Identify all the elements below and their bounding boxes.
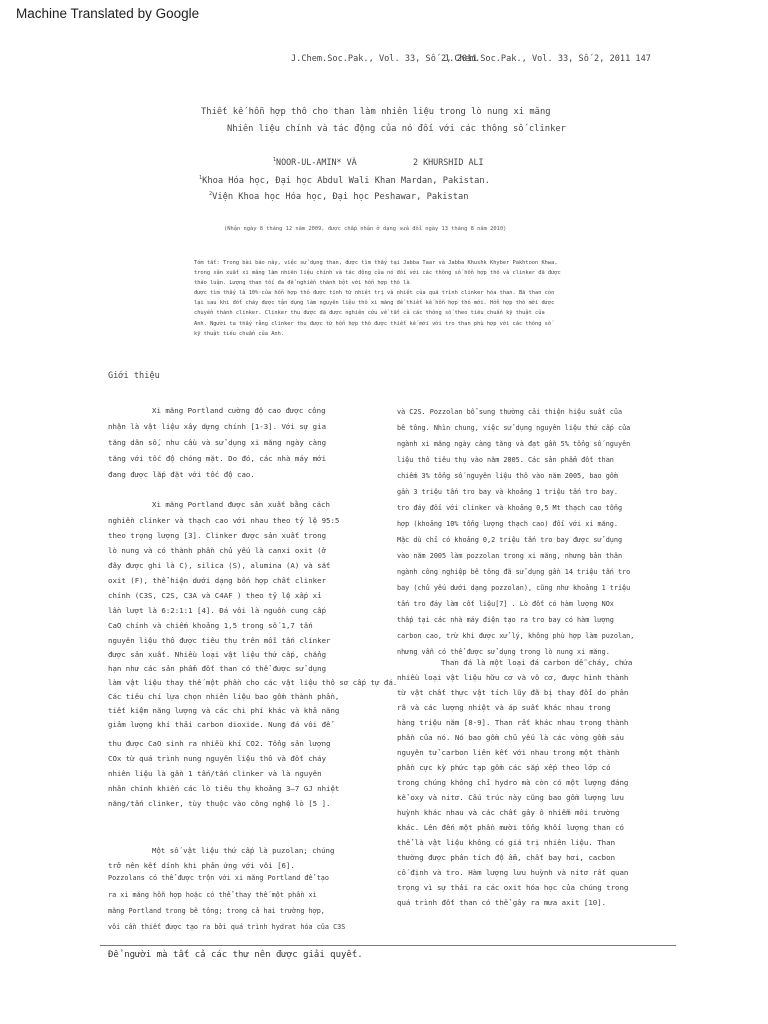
text-line: và C2S. Pozzolan bổ sung thường cải thiện hiệu suất của — [397, 408, 623, 416]
text-line: Mặc dù chỉ có khoảng 0,2 triệu tấn tro bay được sử dụng — [397, 536, 623, 544]
text-line: lò nung và có thành phần chủ yếu là canxi oxit (ở — [108, 546, 327, 555]
text-line: oxit (F), thể hiện dưới dạng bốn hợp chất clinker — [108, 576, 327, 585]
affiliation-1-mark: 1 — [199, 175, 203, 181]
affiliation-2-text: Viện Khoa học Hóa học, Đại học Peshawar, Pakistan — [212, 191, 469, 202]
text-line: măng Portland trong bê tông; trong cả hai trường hợp, — [108, 907, 325, 915]
abstract-line: được tìm thấy là 10%·của hỗn hợp thô được tính từ nhiệt trị và nhiệt của quá trình clinker hóa than. Bã than còn — [194, 290, 555, 297]
text-line: Xi măng Portland cường độ cao được công — [152, 406, 326, 415]
text-line: kể oxy và nitơ. Cấu trúc này cũng bao gồm lượng lưu — [397, 793, 624, 802]
text-line: tiết kiệm năng lượng và các chi phí khác và khả năng — [108, 706, 340, 715]
text-line: được sản xuất. Nhiều loại vật liệu thứ cấp, chẳng — [108, 650, 327, 659]
text-line: nhưng vẫn có thể được sử dụng trong lò nung xi măng. — [397, 648, 610, 656]
running-header-overlay: J.Chem.Soc.Pak., Vol. 33, Số 2, 2011 — [291, 54, 478, 64]
text-line: ngành xi măng ngày càng tăng và đạt gần 5% tổng số nguyên — [397, 440, 631, 448]
text-line: khác. Lên đến một phần mười tổng khối lượng than có — [397, 823, 624, 832]
text-line: Các tiêu chí lựa chọn nhiên liệu bao gồm thành phần, — [108, 692, 340, 701]
text-line: bay (chủ yếu dưới dạng pozzolan), cũng như khoảng 1 triệu — [397, 584, 631, 592]
abstract-line: kỹ thuật tiêu chuẩn của Anh. — [194, 330, 285, 337]
text-line: lần lượt là 6:2:1:1 [4]. Đá vôi là nguồn cung cấp — [108, 606, 327, 615]
text-line: Xi măng Portland được sản xuất bằng cách — [152, 500, 330, 509]
author-1-mark: 1 — [273, 157, 277, 164]
text-line: nguyên tử carbon liên kết với nhau trong một thành — [397, 748, 620, 757]
text-line: CaO chính và chiếm khoảng 1,5 trong số 1,7 tấn — [108, 621, 313, 630]
text-line: làm vật liệu thay thế một phần cho các vật liệu thô sơ cấp tự đá. — [108, 678, 398, 687]
author-1 — [273, 157, 357, 167]
author-2: 2 KHURSHID ALI — [413, 157, 484, 167]
affiliation-1 — [199, 175, 490, 186]
text-line: vào năm 2005 làm pozzolan trong xi măng, nhưng bản thân — [397, 552, 623, 560]
text-line: nghiền clinker và thạch cao với nhau theo tỷ lệ 95:5 — [108, 516, 340, 525]
text-line: cố định và tro. Hàm lượng lưu huỳnh và nitơ rất quan — [397, 868, 629, 877]
text-line: phần của nó. Nó bao gồm chủ yếu là các vòng gồm sáu — [397, 733, 624, 742]
text-line: gần 3 triệu tấn tro bay và khoảng 1 triệu tấn tro bay. — [397, 488, 618, 496]
text-line: nhiều loại vật liệu hữu cơ và vô cơ, được hình thành — [397, 673, 629, 682]
abstract-line: trong sản xuất xi măng làm nhiên liệu chính và tác động của nó đối với các thông số hỗn hợp thô và clinker đã được — [194, 270, 561, 277]
text-line: hạn như các sản phẩm đốt than có thể được sử dụng — [108, 664, 327, 673]
text-line: hàng triệu năm [8-9]. Than rất khác nhau trong thành — [397, 718, 629, 727]
text-line: tấn tro đáy làm cốt liệu[7] . Lò đốt có hàm lượng NOx — [397, 600, 614, 608]
text-line: đang được lắp đặt với tốc độ cao. — [108, 470, 255, 479]
affiliation-2 — [209, 191, 468, 202]
paper-title-line-1: Thiết kế hỗn hợp thô cho than làm nhiên liệu trong lò nung xi măng — [201, 107, 551, 117]
text-line: theo trọng lượng [3]. Clinker được sản xuất trong — [108, 531, 327, 540]
text-line: quá trình đốt than có thể gây ra mưa axit [10]. — [397, 898, 607, 907]
abstract-line: chuyển thành clinker. Clinker thu được đã được nghiên cứu về tất cả các thông số theo tiêu chuẩn kỹ thuật của — [194, 310, 545, 317]
text-line: vôi cần thiết được tạo ra bởi quá trình hydrat hóa của C3S — [108, 923, 346, 931]
text-line: trọng vì sự thải ra các oxit hóa học của chúng trong — [397, 883, 629, 892]
text-line: huỳnh khác nhau và các chất gây ô nhiễm môi trường — [397, 808, 620, 817]
text-line: trong chúng không chỉ hydro mà còn có một lượng đáng — [397, 778, 629, 787]
text-line: tro đáy đối với clinker và khoảng 0,5 Mt thạch cao tổng — [397, 504, 623, 512]
footnote-divider — [100, 945, 676, 946]
text-line: COx từ quá trình nung nguyên liệu thô và đốt cháy — [108, 754, 327, 763]
running-header: J.Chem.Soc.Pak., Vol. 33, Số 2, 2011 147 — [444, 54, 651, 64]
abstract-line: thảo luận. Lượng than tối đa để nghiền thành bột với hỗn hợp thô là — [194, 280, 410, 287]
text-line: rã và các lượng nhiệt và áp suất khác nhau trong — [397, 703, 611, 712]
abstract-line: lại sau khi đốt cháy được tận dụng làm nguyên liệu thô xi măng để thiết kế hỗn hợp thô mới. Hỗn hợp thô mới được — [194, 300, 555, 307]
abstract-line: Anh. Người ta thấy rằng clinker thu được từ hỗn hợp thô được thiết kế mới với tro than phù hợp với các thông số — [194, 320, 552, 327]
text-line: hợp (khoảng 10% tổng lượng thạch cao) đối với xi măng. — [397, 520, 618, 528]
text-line: ngành công nghiệp bê tông đã sử dụng gần 14 triệu tấn tro — [397, 568, 631, 576]
text-line: thể là vật liệu không có giá trị nhiên liệu. Than — [397, 838, 616, 847]
text-line: từ vật chất thực vật tích lũy đã bị thay đổi do phân — [397, 688, 629, 697]
text-line: chính (C3S, C2S, C3A và C4AF ) theo tỷ lệ xấp xỉ — [108, 591, 322, 600]
affiliation-1-text: Khoa Hóa học, Đại học Abdul Wali Khan Mardan, Pakistan. — [202, 175, 490, 186]
footnote: Để người mà tất cả các thư nên được giải quyết. — [108, 950, 363, 960]
text-line: giảm lượng khí thải carbon dioxide. Nung đá vôi để — [108, 720, 331, 729]
text-line: liệu thô tiêu thụ vào năm 2005. Các sản phẩm đốt than — [397, 456, 614, 464]
text-line: tăng dân số, nhu cầu và sử dụng xi măng ngày càng — [108, 438, 327, 447]
text-line: nhận là vật liệu xây dựng chính [1-3]. Với sự gia — [108, 422, 327, 431]
text-line: phần cực kỳ phức tạp gồm các sắp xếp theo lớp có — [397, 763, 611, 772]
text-line: thu được CaO sinh ra nhiều khí CO2. Tổng sản lượng — [108, 739, 331, 748]
author-1-name: NOOR-UL-AMIN* VÀ — [276, 157, 357, 167]
text-line: trở nên kết dính khi phản ứng với vôi [6]. — [108, 861, 295, 870]
text-line: bê tông. Nhìn chung, việc sử dụng nguyên liệu thứ cấp của — [397, 424, 631, 432]
text-line: thấp tại các nhà máy điện tạo ra tro bay có hàm lượng — [397, 616, 614, 624]
text-line: chiếm 3% tổng số nguyên liệu thô vào năm 2005, bao gồm — [397, 472, 618, 480]
text-line: tăng với tốc độ chóng mặt. Do đó, các nhà máy mới — [108, 454, 327, 463]
received-dates: (Nhận ngày 8 tháng 12 năm 2009, được chấp nhận ở dạng sửa đổi ngày 13 tháng 8 năm 2010) — [224, 226, 507, 232]
abstract — [194, 258, 614, 339]
text-line: đây được ghi là C), silica (S), alumina (A) và sắt — [108, 561, 331, 570]
abstract-line: Tóm tắt: Trong bài báo này, việc sử dụng than, được tìm thấy tại Jabba Taar và Jabba Khushk Khyber Pakhtoon Khwa, — [194, 260, 558, 266]
paper-title-line-2: Nhiên liệu chính và tác động của nó đối với các thông số clinker — [227, 124, 566, 134]
text-line: năng/tấn clinker, tùy thuộc vào công nghệ lò [5 ]. — [108, 799, 331, 808]
text-line: Pozzolans có thể được trộn với xi măng Portland để tạo — [108, 874, 329, 882]
text-line: nguyên liệu thô được tiêu thụ trên mỗi tấn clinker — [108, 636, 331, 645]
text-line: nhân chính khiến các lò tiêu thụ khoảng 3–7 GJ nhiệt — [108, 784, 340, 793]
text-line: carbon cao, trừ khi được xử lý, không phù hợp làm puzolan, — [397, 632, 635, 640]
text-line: Một số vật liệu thứ cấp là puzolan; chúng — [152, 846, 335, 855]
section-heading-introduction: Giới thiệu — [108, 371, 160, 381]
text-line: Than đá là một loại đá carbon dễ cháy, chứa — [441, 658, 633, 667]
affiliation-2-mark: 2 — [209, 191, 213, 197]
machine-translation-banner: Machine Translated by Google — [16, 6, 200, 21]
text-line: thường được phân tích độ ẩm, chất bay hơi, cacbon — [397, 853, 616, 862]
text-line: ra xi măng hỗn hợp hoặc có thể thay thế một phần xi — [108, 891, 317, 899]
text-line: nhiên liệu là gần 1 tấn/tấn clinker và là nguyên — [108, 769, 322, 778]
